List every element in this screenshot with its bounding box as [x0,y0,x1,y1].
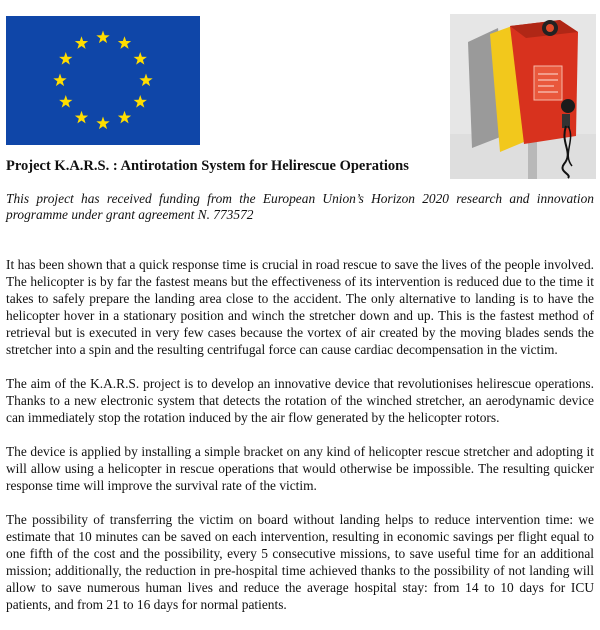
eu-flag-icon [6,16,200,145]
kars-device-photo [450,14,596,179]
article-body [6,256,594,630]
page-title: Project K.A.R.S. : Antirotation System for Helirescue Operations [6,158,409,174]
paragraph: The aim of the K.A.R.S. project is to develop an innovative device that revolutionises helirescue operations. Thanks to a new electronic system that detects the rotation of the winched stretcher, an aerodynamic device can immediately stop the rotation induced by the air flow generated by the helicopter rotors. [6,376,594,425]
funding-note: This project has received funding from the European Union’s Horizon 2020 research and innovation programme under grant agreement N. 773572 [6,191,594,222]
kars-device-illustration [450,14,596,179]
paragraph: It has been shown that a quick response time is crucial in road rescue to save the lives of the people involved. The helicopter is by far the fastest means but the effectiveness of its intervention is reduced due to the time it takes to safely prepare the landing area close to the accident. The only alternative to landing is to have the helicopter hover in a stationary position and winch the stretcher down and up. This is the fastest method of retrieval but is executed in very few cases because the vortex of air created by the moving blades sends the stretcher into a spin and the resulting centrifugal force can cause cardiac decompensation in the victim. [6,257,594,357]
eu-flag-graphic [6,16,200,145]
paragraph: The possibility of transferring the victim on board without landing helps to reduce intervention time: we estimate that 10 minutes can be saved on each intervention, resulting in economic savings per flight equal to one fifth of the cost and the possibility, every 5 consecutive missions, to save useful time for an additional mission; additionally, the reduction in pre-hospital time achieved thanks to the possibility of not landing will allow to save numerous human lives and reduce the average hospital stay: from 14 to 10 days for ICU patients, and from 21 to 16 days for normal patients. [6,512,594,612]
paragraph: The device is applied by installing a simple bracket on any kind of helicopter rescue stretcher and adopting it will allow using a helicopter in rescue operations that would otherwise be impossible. The resulting quicker response time will improve the survival rate of the victim. [6,444,594,493]
